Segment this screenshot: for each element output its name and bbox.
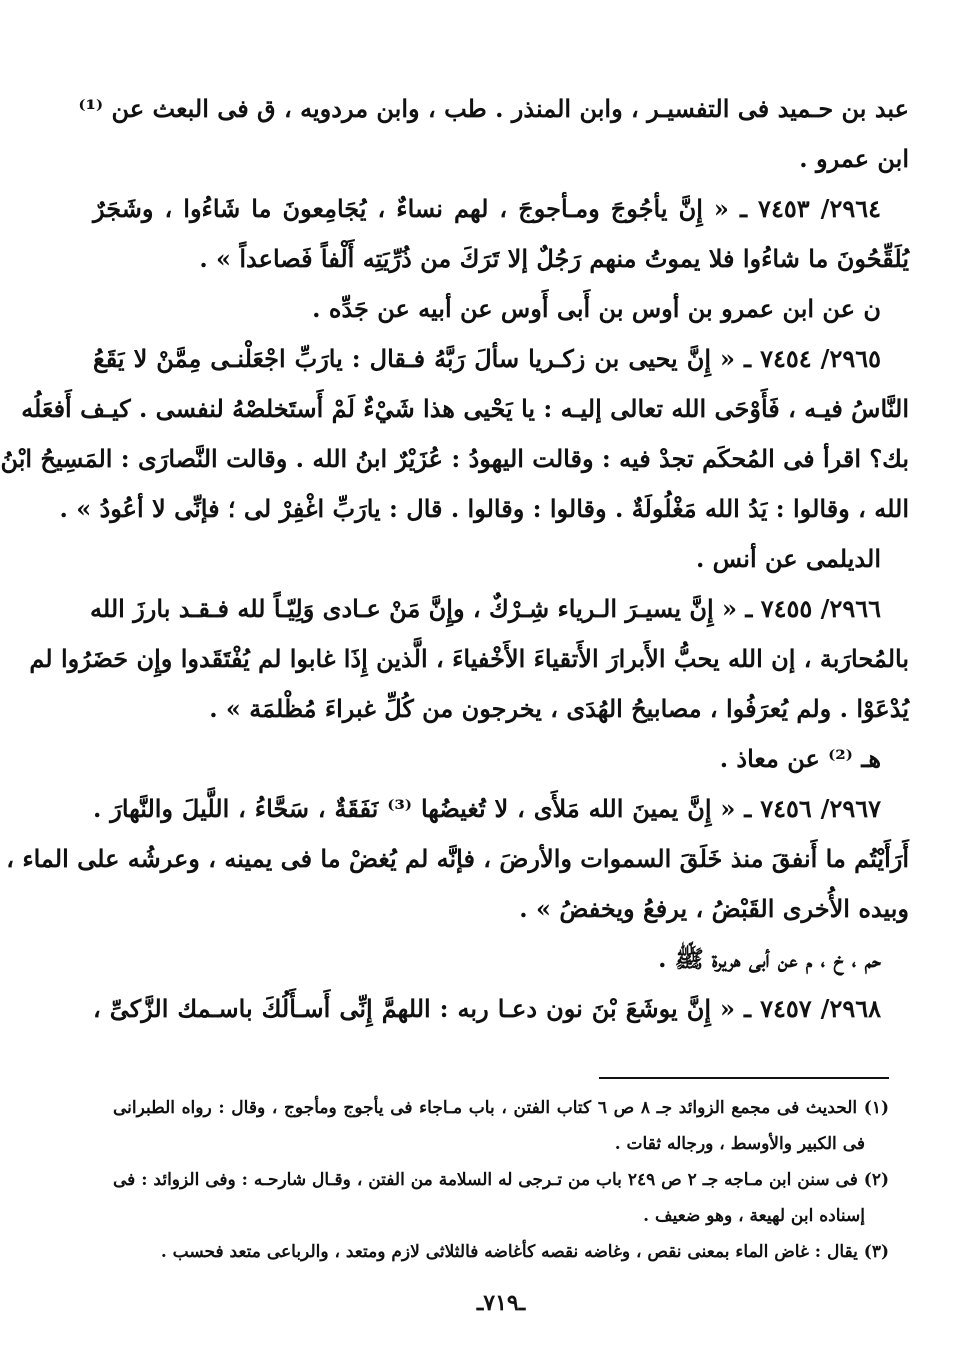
source-line-2966: هـ ⁽²⁾ عن معاذ . xyxy=(719,744,881,773)
hadith-2967-line-2: أَرَأَيْتُم ما أَنفقَ منذ خَلَقَ السموات والأرضَ ، فإنَّه لم يُغضْ ما فى يمينه ، وعرشُه على الماء ، xyxy=(6,844,909,873)
hadith-2965-line-4: الله ، وقالوا : يَدُ الله مَغْلُولَةٌ . وقالوا : وقالوا . قال : يارَبِّ اغْفِرْ لى ؛ فإنِّى لا أعُودُ » . xyxy=(59,494,909,523)
hadith-2966-line-2: بالمُحارَبة ، إن الله يحبُّ الأَبرارَ الأَتقياءَ الأَخْفياءَ ، الَّذين إِذَا غابوا لم يُفْتَقَدوا وإِن حَضَرُوا لم xyxy=(29,644,909,673)
footnote-2-line-2: إسناده ابن لهيعة ، وهو ضعيف . xyxy=(643,1206,865,1226)
page-number: ـ٧١٩ـ xyxy=(476,1290,526,1316)
hadith-2968-line-1: ٢٩٦٨/ ٧٤٥٧ ـ « إِنَّ يوشَعَ بْنَ نون دعـا ربه : اللهمَّ إِنِّى أَسـأَلُكَ باسـمك الزَّكىِّ ، xyxy=(93,994,881,1023)
source-line-2964: ن عن ابن عمرو بن أوس بن أَبى أَوس عن أبيه عن جَدِّه . xyxy=(312,294,881,323)
footnote-1-line-2: فى الكبير والأوسط ، ورجاله ثقات . xyxy=(614,1134,865,1154)
hadith-2965-line-2: النَّاسُ فيـه ، فَأَوْحَى الله تعالى إليـه : يا يَحْيى هذا شَيْءٌ لَمْ أَستَخلصْهُ لنفسى . كيـف أَفعَلُه xyxy=(21,394,909,423)
footnote-1-line-1: (١) الحديث فى مجمع الزوائد جـ ٨ ص ٦ كتاب الفتن ، باب مـاجاء فى يأجوج ومأجوج ، وقال : رواه الطبرانى xyxy=(113,1098,889,1118)
text-line-2: ابن عمرو . xyxy=(799,144,909,173)
footnote-3-line-1: (٣) يقال : غاض الماء بمعنى نقص ، وغاضه نقصه كأغاضه فالثلاثى لازم ومتعد ، والرباعى متعد فحسب . xyxy=(160,1242,889,1262)
text-line-1: عبد بن حـميد فى التفسيـر ، وابن المنذر . طب ، وابن مردويه ، ق فى البعث عن ⁽¹⁾ xyxy=(78,94,909,123)
footnote-separator xyxy=(599,1077,889,1079)
footnote-2-line-1: (٢) فى سنن ابن مـاجه جـ ٢ ص ٢٤٩ باب من تـرجى له السلامة من الفتن ، وقـال شارحـه : وفى الزوائد : فى xyxy=(113,1170,889,1190)
main-text-block xyxy=(0,84,909,1034)
hadith-2966-line-3: يُدْعَوْا . ولم يُعرَفُوا ، مصابيحُ الهُدَى ، يخرجون من كُلِّ غبراءَ مُظْلمَة » . xyxy=(209,694,909,723)
hadith-2965-line-1: ٢٩٦٥/ ٧٤٥٤ ـ « إِنَّ يحيى بن زكـريا سألَ رَبَّهُ فـقال : يارَبِّ اجْعَلْنـى مِمَّنْ لا يَقَعُ xyxy=(93,344,881,373)
hadith-2966-line-1: ٢٩٦٦/ ٧٤٥٥ ـ « إِنَّ يسيـرَ الـرياء شِـرْكٌ ، وإِنَّ مَنْ عـادى وَلِيّـاً لله فـقـد بارزَ الله xyxy=(90,594,881,623)
hadith-2964-line-1: ٢٩٦٤/ ٧٤٥٣ ـ « إِنَّ يأجُوجَ ومـأجوجَ ، لهم نساءٌ ، يُجَامِعونَ ما شَاءُوا ، وشَجَرٌ xyxy=(93,194,881,223)
source-line-2965: الديلمى عن أنس . xyxy=(695,544,881,573)
source-line-2967: حم ، خ ، م عن أبى هريرة ﷺ . xyxy=(658,944,881,973)
hadith-2964-line-2: يُلَقِّحُونَ ما شاءُوا فلا يموتُ منهم رَجُلٌ إلا تَرَكَ من ذُرِّيَتِه أَلْفاً فَصاعداً » . xyxy=(199,244,909,273)
hadith-2967-line-1: ٢٩٦٧/ ٧٤٥٦ ـ « إِنَّ يمينَ الله مَلأَى ، لا تُغيضُها ⁽³⁾ نَفَقَةٌ ، سَحَّاءُ ، اللَّيلَ والنَّهارَ . xyxy=(93,794,882,823)
hadith-2965-line-3: بك؟ اقرأ فى المُحكَم تجدْ فيه : وقالت اليهودُ : عُزَيْرٌ ابنُ الله . وقالت النَّصارَى : المَسِيحُ ابْنُ xyxy=(0,444,909,473)
footnotes-block xyxy=(113,1090,889,1270)
hadith-2967-line-3: وبيده الأُخرى القَبْضُ ، يرفعُ ويخفضُ » . xyxy=(519,894,909,923)
